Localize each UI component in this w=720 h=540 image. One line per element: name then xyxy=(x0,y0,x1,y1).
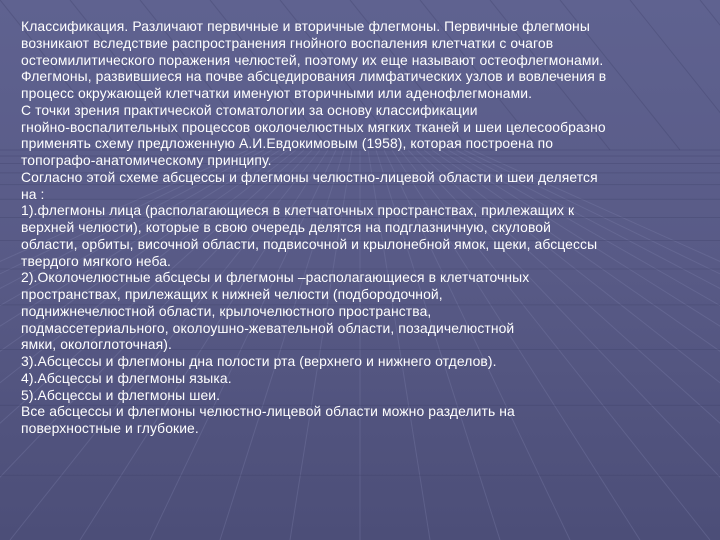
text-line: 2).Околочелюстные абсцесы и флегмоны –располагающиеся в клетчаточных xyxy=(21,269,530,286)
text-line: остеомилитического поражения челюстей, поэтому их еще называют остеофлегмонами. xyxy=(21,51,604,68)
text-line: ямки, окологлоточная). xyxy=(21,336,172,353)
text-line: С точки зрения практической стоматологии за основу классификации xyxy=(21,101,478,118)
text-line: возникают вследствие распространения гнойного воспаления клетчатки с очагов xyxy=(21,34,554,51)
text-line: области, орбиты, височной области, подвисочной и крылонебной ямок, щеки, абсцессы xyxy=(21,235,598,252)
text-line: поднижнечелюстной области, крылочелюстного пространства, xyxy=(21,302,432,319)
text-line: процесс окружающей клетчатки именуют вторичными или аденофлегмонами. xyxy=(21,85,533,101)
text-line: Все абсцессы и флегмоны челюстно-лицевой области можно разделить на xyxy=(21,403,515,420)
text-line: 5).Абсцессы и флегмоны шеи. xyxy=(21,386,221,403)
text-line: на : xyxy=(21,185,45,202)
text-line: 1).флегмоны лица (располагающиеся в клетчаточных пространствах, прилежащих к xyxy=(21,202,575,219)
text-line: 4).Абсцессы и флегмоны языка. xyxy=(21,369,232,386)
text-line: Согласно этой схеме абсцессы и флегмоны челюстно-лицевой области и шеи деляется xyxy=(21,168,598,185)
text-line: верхней челюсти), которые в свою очередь делятся на подглазничную, скуловой xyxy=(21,219,551,235)
slide-text-block xyxy=(21,18,703,437)
text-line: твердого мягкого неба. xyxy=(21,252,171,269)
text-line: пространствах, прилежащих к нижней челюсти (подбородочной, xyxy=(21,286,443,302)
text-line: поверхностные и глубокие. xyxy=(21,420,199,436)
text-line: Флегмоны, развившиеся на почве абсцедирования лимфатических узлов и вовлечения в xyxy=(21,68,607,85)
text-line: топографо-анатомическому принципу. xyxy=(21,152,272,168)
text-line: применять схему предложенную А.И.Евдокимовым (1958), которая построена по xyxy=(21,135,554,152)
text-line: Классификация. Различают первичные и вторичные флегмоны. Первичные флегмоны xyxy=(21,18,590,34)
text-line: подмассетериального, околоушно-жевательной области, позадичелюстной xyxy=(21,319,515,336)
text-line: гнойно-воспалительных процессов околочелюстных мягких тканей и шеи целесообразно xyxy=(21,118,606,135)
text-line: 3).Абсцессы и флегмоны дна полости рта (верхнего и нижнего отделов). xyxy=(21,353,497,369)
